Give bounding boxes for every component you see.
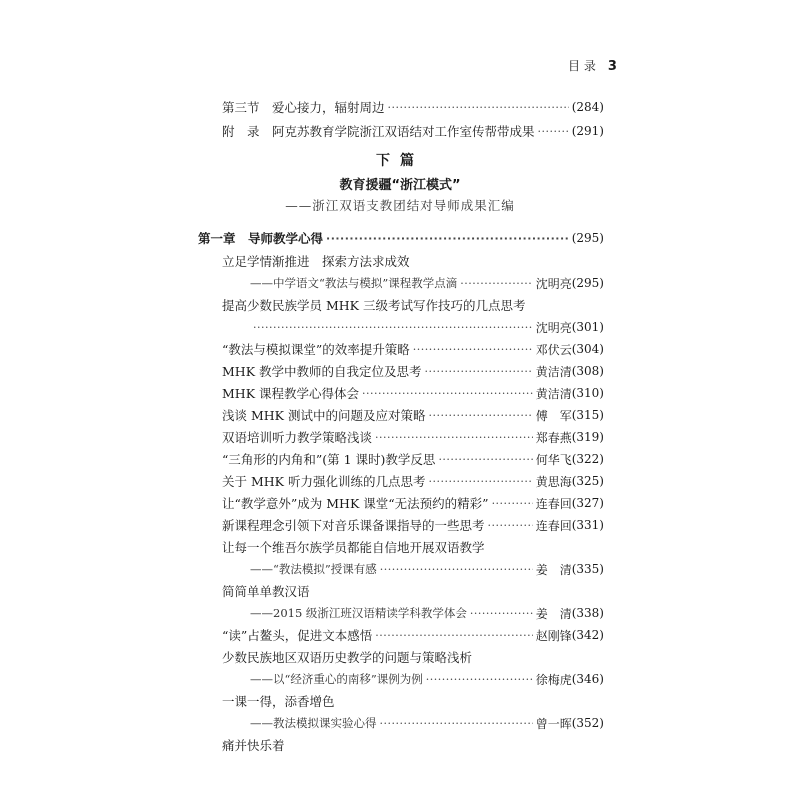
- toc-entry-author: 姜 清: [535, 562, 572, 577]
- toc-entry[interactable]: [250, 318, 604, 336]
- toc-entry-title[interactable]: 提高少数民族学员 MHK 三级考试写作技巧的几点思考: [222, 298, 526, 313]
- toc-entry-title[interactable]: 立足学情渐推进 探索方法求成效: [222, 254, 410, 269]
- toc-entry[interactable]: [222, 494, 604, 512]
- toc-entry-subtitle: ——以“经济重心的南移”课例为例: [250, 672, 423, 686]
- leader-dots: [492, 497, 533, 510]
- toc-entry-author: 曾一晖: [535, 716, 572, 731]
- toc-entry[interactable]: [222, 472, 604, 490]
- toc-entry-title: 第三节 爱心接力，辐射周边: [222, 100, 385, 115]
- toc-entry-title: MHK 教学中教师的自我定位及思考: [222, 364, 422, 379]
- toc-entry-page: (346): [571, 672, 604, 686]
- toc-entry-page: (304): [571, 342, 604, 356]
- leader-dots: [413, 343, 533, 356]
- leader-dots: [488, 519, 533, 532]
- toc-subtitle-entry[interactable]: [250, 670, 604, 688]
- toc-entry[interactable]: [222, 428, 604, 446]
- leader-dots: [538, 125, 569, 138]
- toc-entry-title: 新课程理念引领下对音乐课备课指导的一些思考: [222, 518, 485, 533]
- toc-entry-title: “三角形的内角和”(第 1 课时)教学反思: [222, 452, 436, 467]
- toc-entry-author: 邓伏云: [535, 342, 572, 357]
- leader-dots: [375, 431, 533, 444]
- chapter-entry[interactable]: [198, 229, 604, 247]
- leader-dots: [388, 101, 569, 114]
- toc-entry-page: (335): [571, 562, 604, 576]
- toc-entry[interactable]: [222, 384, 604, 402]
- toc-entry-subtitle: ——2015 级浙江班汉语精读学科教学体会: [250, 606, 467, 620]
- leader-dots: [426, 673, 533, 686]
- leader-dots: [429, 475, 533, 488]
- toc-entry-author: 沈明亮: [535, 320, 572, 335]
- toc-entry-title[interactable]: 少数民族地区双语历史教学的问题与策略浅析: [222, 650, 473, 665]
- toc-subtitle-entry[interactable]: [250, 274, 604, 292]
- leader-dots: [326, 232, 569, 245]
- toc-entry-title[interactable]: 简简单单教汉语: [222, 584, 310, 599]
- toc-entry-title: 浅谈 MHK 测试中的问题及应对策略: [222, 408, 426, 423]
- toc-entry[interactable]: [222, 98, 604, 116]
- page-number: 3: [607, 59, 617, 74]
- toc-entry-author: 连春回: [535, 496, 572, 511]
- toc-entry[interactable]: [222, 626, 604, 644]
- leader-dots: [425, 365, 533, 378]
- part-subtitle-2: ——浙江双语支教团结对导师成果汇编: [285, 198, 515, 213]
- toc-entry-title: 关于 MHK 听力强化训练的几点思考: [222, 474, 426, 489]
- chapter-title: 第一章 导师教学心得: [198, 231, 324, 246]
- toc-entry-title: 双语培训听力教学策略浅谈: [222, 430, 373, 445]
- toc-entry-title: 附 录 阿克苏教育学院浙江双语结对工作室传帮带成果: [222, 124, 535, 139]
- toc-entry-subtitle: ——中学语文“教法与模拟”课程教学点滴: [250, 276, 458, 290]
- toc-entry-page: (338): [571, 606, 604, 620]
- leader-dots: [380, 717, 533, 730]
- toc-entry-author: 傅 军: [535, 408, 572, 423]
- toc-entry-page: (295): [571, 276, 604, 290]
- toc-entry-author: 黄思海: [535, 474, 572, 489]
- toc-entry-author: 黄洁清: [535, 364, 572, 379]
- part-title: 下篇: [376, 153, 424, 169]
- toc-entry-page: (331): [571, 518, 604, 532]
- toc-entry-page: (325): [571, 474, 604, 488]
- toc-entry[interactable]: [222, 340, 604, 358]
- toc-entry-title[interactable]: 让每一个维吾尔族学员都能自信地开展双语教学: [222, 540, 485, 555]
- toc-entry-page: (352): [571, 716, 604, 730]
- toc-entry-page: (291): [571, 124, 604, 138]
- toc-entry-title: “读”占鳌头，促进文本感悟: [222, 628, 373, 643]
- leader-dots: [470, 607, 533, 620]
- leader-dots: [380, 563, 533, 576]
- part-subtitle: 教育援疆“浙江模式”: [339, 178, 461, 193]
- toc-entry[interactable]: [222, 516, 604, 534]
- leader-dots: [460, 277, 532, 290]
- toc-entry-title[interactable]: 一课一得，添香增色: [222, 694, 335, 709]
- toc-entry[interactable]: [222, 406, 604, 424]
- toc-entry-title: 让“教学意外”成为 MHK 课堂“无法预约的精彩”: [222, 496, 489, 511]
- header-section: 目 录: [568, 59, 596, 73]
- toc-entry-author: 黄洁清: [535, 386, 572, 401]
- toc-entry-title: MHK 课程教学心得体会: [222, 386, 360, 401]
- toc-entry[interactable]: [222, 450, 604, 468]
- toc-entry-page: (301): [571, 320, 604, 334]
- toc-entry-author: 何华飞: [535, 452, 572, 467]
- toc-entry-page: (322): [571, 452, 604, 466]
- chapter-page: (295): [571, 231, 604, 245]
- leader-dots: [438, 453, 532, 466]
- toc-entry-author: 郑春燕: [535, 430, 572, 445]
- toc-entry-page: (342): [571, 628, 604, 642]
- toc-entry-page: (308): [571, 364, 604, 378]
- toc-entry-author: 沈明亮: [535, 276, 572, 291]
- leader-dots: [253, 321, 533, 334]
- toc-entry-page: (327): [571, 496, 604, 510]
- toc-entry-page: (319): [571, 430, 604, 444]
- toc-subtitle-entry[interactable]: [250, 560, 604, 578]
- toc-entry-author: 赵刚锋: [535, 628, 572, 643]
- toc-entry-title[interactable]: 痛并快乐着: [222, 738, 285, 753]
- toc-entry-page: (315): [571, 408, 604, 422]
- toc-entry-subtitle: ——“教法模拟”授课有感: [250, 562, 377, 576]
- toc-entry-page: (284): [571, 100, 604, 114]
- toc-subtitle-entry[interactable]: [250, 604, 604, 622]
- leader-dots: [429, 409, 533, 422]
- toc-entry-page: (310): [571, 386, 604, 400]
- toc-subtitle-entry[interactable]: [250, 714, 604, 732]
- toc-entry[interactable]: [222, 122, 604, 140]
- running-header: [568, 57, 617, 74]
- toc-entry-author: 徐梅虎: [535, 672, 572, 687]
- leader-dots: [375, 629, 532, 642]
- toc-entry[interactable]: [222, 362, 604, 380]
- toc-entry-title: “教法与模拟课堂”的效率提升策略: [222, 342, 410, 357]
- toc-entry-author: 姜 清: [535, 606, 572, 621]
- leader-dots: [362, 387, 533, 400]
- toc-entry-subtitle: ——教法模拟课实验心得: [250, 716, 377, 730]
- toc-entry-author: 连春回: [535, 518, 572, 533]
